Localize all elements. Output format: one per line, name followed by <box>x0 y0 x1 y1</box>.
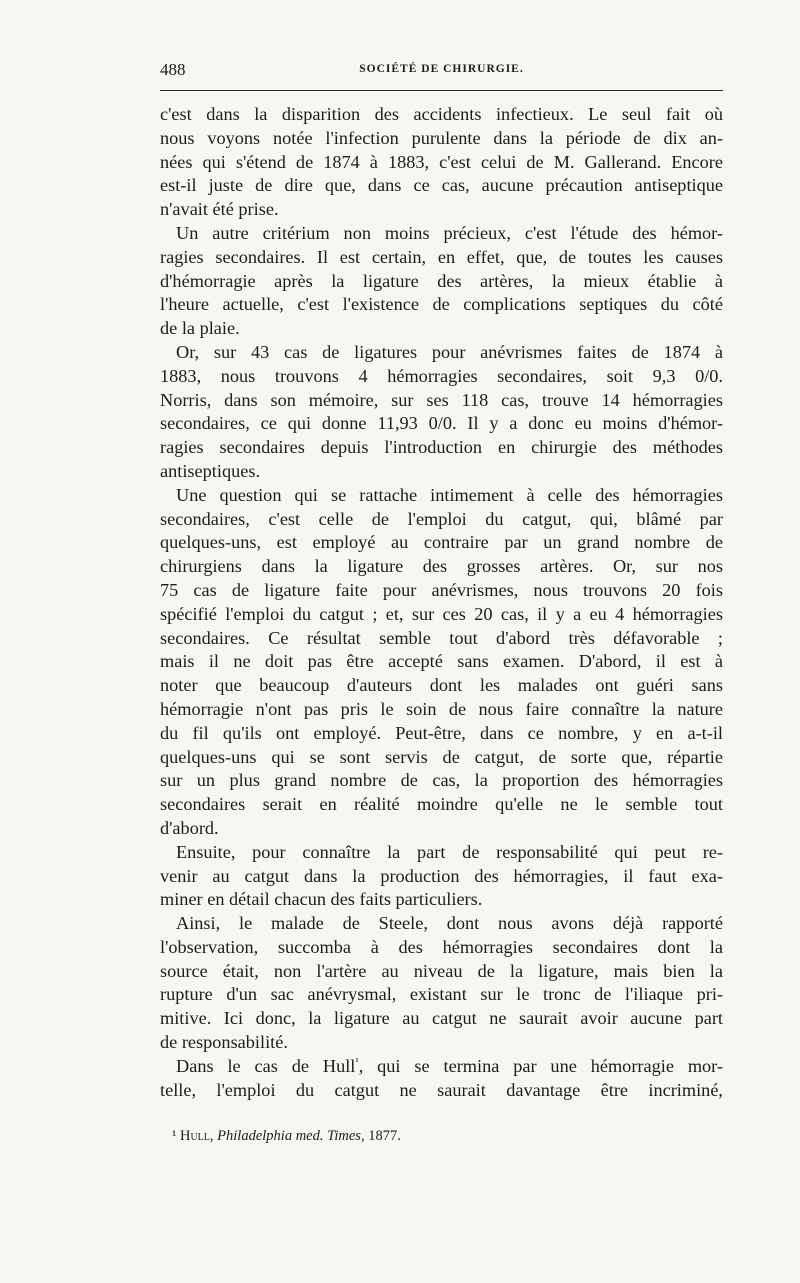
text-line: secondaires, ce qui donne 11,93 0/0. Il y a donc eu moins d'hémor- <box>160 413 723 434</box>
text-line: secondaires. Ce résultat semble tout d'abord très défavorable ; <box>160 627 723 648</box>
text-line: antiseptiques. <box>160 460 261 481</box>
text-line: rupture d'un sac anévrysmal, existant sur le tronc de l'iliaque pri- <box>160 984 723 1005</box>
text-line: quelques-uns qui se sont servis de catgut, de sorte que, répartie <box>160 746 723 767</box>
text-line: Norris, dans son mémoire, sur ses 118 cas, trouve 14 hémorragies <box>160 389 723 410</box>
text-line: hémorragie n'ont pas pris le soin de nous faire connaître la nature <box>160 698 723 719</box>
text-fragment: Dans le cas de Hull <box>176 1055 356 1076</box>
text-line: Une question qui se rattache intimement à celle des hémorragies <box>176 484 723 505</box>
text-line: ragies secondaires depuis l'introduction en chirurgie des méthodes <box>160 437 723 458</box>
body-text <box>160 103 723 1102</box>
footnote-marker: ¹ <box>172 1128 177 1144</box>
page-header <box>160 60 723 82</box>
text-line-with-footnote-ref <box>160 1055 723 1079</box>
text-line: secondaires serait en réalité moindre qu'elle ne le semble tout <box>160 794 723 815</box>
text-line: spécifié l'emploi du catgut ; et, sur ces 20 cas, il y a eu 4 hémorragies <box>160 603 723 624</box>
footnote-author: Hull <box>179 1128 210 1144</box>
text-line: est-il juste de dire que, dans ce cas, aucune précaution antiseptique <box>160 175 723 196</box>
text-line: nous voyons notée l'infection purulente dans la période de dix an- <box>160 127 723 148</box>
text-line: n'avait été prise. <box>160 199 279 220</box>
text-line: de responsabilité. <box>160 1032 288 1053</box>
text-line: d'abord. <box>160 817 219 838</box>
page-number: 488 <box>160 60 186 79</box>
footnote: ¹ Hull, Philadelphia med. Times, 1877. <box>172 1128 401 1144</box>
footnote-journal: Philadelphia med. Times, <box>217 1128 365 1144</box>
text-line: quelques-uns, est employé au contraire par un grand nombre de <box>160 532 723 553</box>
text-line: source était, non l'artère au niveau de la ligature, mais bien la <box>160 960 723 981</box>
text-line: venir au catgut dans la production des hémorragies, il faut exa- <box>160 865 723 886</box>
text-line: Or, sur 43 cas de ligatures pour anévrismes faites de 1874 à <box>176 341 723 362</box>
footnote-reference: ¹ <box>355 1055 359 1068</box>
text-line: Ainsi, le malade de Steele, dont nous avons déjà rapporté <box>176 913 723 934</box>
text-line: noter que beaucoup d'auteurs dont les malades ont guéri sans <box>160 675 723 696</box>
text-line: 75 cas de ligature faite pour anévrismes, nous trouvons 20 fois <box>160 579 723 600</box>
text-line: Un autre critérium non moins précieux, c'est l'étude des hémor- <box>176 222 723 243</box>
text-line: miner en détail chacun des faits particuliers. <box>160 889 483 910</box>
text-line: secondaires, c'est celle de l'emploi du catgut, qui, blâmé par <box>160 508 723 529</box>
text-line: nées qui s'étend de 1874 à 1883, c'est celui de M. Gallerand. Encore <box>160 151 723 172</box>
text-fragment: , qui se termina par une hémorragie mor- <box>358 1055 723 1076</box>
text-line: mitive. Ici donc, la ligature au catgut ne saurait avoir aucune part <box>160 1008 723 1029</box>
text-line: du fil qu'ils ont employé. Peut-être, dans ce nombre, y en a-t-il <box>160 722 723 743</box>
text-line: 1883, nous trouvons 4 hémorragies secondaires, soit 9,3 0/0. <box>160 365 723 386</box>
text-line: telle, l'emploi du catgut ne saurait davantage être incriminé, <box>160 1079 723 1100</box>
header-rule <box>160 90 723 91</box>
text-line: ragies secondaires. Il est certain, en effet, que, de toutes les causes <box>160 246 723 267</box>
text-line: de la plaie. <box>160 318 240 339</box>
text-line: sur un plus grand nombre de cas, la proportion des hémorragies <box>160 770 723 791</box>
footnote-year: 1877. <box>368 1128 401 1144</box>
text-line: l'observation, succomba à des hémorragies secondaires dont la <box>160 936 723 957</box>
text-line: l'heure actuelle, c'est l'existence de complications septiques du côté <box>160 294 723 315</box>
text-line: d'hémorragie après la ligature des artères, la mieux établie à <box>160 270 723 291</box>
running-title: SOCIÉTÉ DE CHIRURGIE. <box>359 63 524 75</box>
text-line: chirurgiens dans la ligature des grosses artères. Or, sur nos <box>160 556 723 577</box>
text-line: mais il ne doit pas être accepté sans examen. D'abord, il est à <box>160 651 723 672</box>
text-line: c'est dans la disparition des accidents infectieux. Le seul fait où <box>160 104 723 124</box>
text-line: Ensuite, pour connaître la part de responsabilité qui peut re- <box>176 841 723 862</box>
